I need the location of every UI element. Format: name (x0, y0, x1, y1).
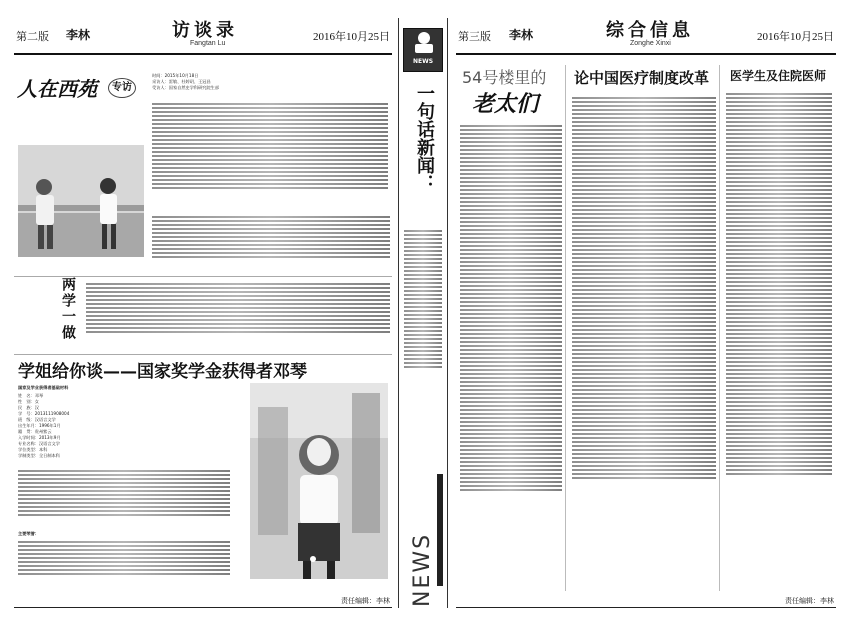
left-section-pinyin: Fangtan Lu (190, 40, 226, 47)
medical-students-title: 医学生及住院医师 (730, 69, 827, 83)
profile-degree: 学位类型：本科 (18, 447, 48, 452)
scholarship-portrait-illustration (250, 383, 388, 579)
campus-meeting-photo (18, 145, 144, 257)
news-person-badge (403, 28, 443, 72)
medical-students-story (722, 65, 836, 591)
feature-meta-time: 时间：2015年10月18日 (152, 73, 199, 78)
profile-admission: 入学时间：2013年9月 (18, 435, 61, 440)
scholarship-interview-section (14, 354, 392, 586)
feature-tag: 专访 (108, 78, 136, 98)
award-heading: 主要荣誉： (18, 531, 39, 536)
right-section-pinyin: Zonghe Xinxi (630, 40, 671, 47)
one-sentence-news-heading: 一句话新闻： (414, 84, 435, 192)
west-campus-feature (14, 63, 392, 269)
feature-body-text-lower (152, 214, 390, 262)
profile-student-id: 学 号：2013111908004 (18, 411, 70, 416)
profile-name: 姓 名：邓琴 (18, 393, 44, 398)
award-list-text (18, 539, 230, 583)
one-sentence-news-strip (398, 18, 448, 608)
profile-ethnicity: 民 族：汉 (18, 405, 39, 410)
scholarship-portrait-photo (250, 383, 388, 579)
profile-major: 专业名称：汉语言文学 (18, 441, 60, 446)
scholarship-interview-title: 学姐给你谈——国家奖学金获得者邓琴 (18, 362, 307, 382)
right-newspaper-page (456, 18, 836, 608)
medical-reform-body-text (572, 95, 716, 585)
news-badge-label: NEWS (412, 58, 434, 65)
right-section-title: 综合信息 (606, 20, 694, 41)
medical-reform-title: 论中国医疗制度改革 (574, 69, 710, 87)
profile-schooling: 学制类型：全日制本科 (18, 453, 60, 458)
right-footer-editor: 责任编辑：李林 (785, 597, 834, 605)
medical-students-body-text (726, 91, 832, 585)
left-edition-label: 第二版 (16, 30, 49, 43)
medical-reform-story (568, 65, 720, 591)
old-ladies-title: 老太们 (472, 91, 539, 117)
left-header-rule (14, 53, 392, 55)
left-footer-rule (14, 607, 392, 608)
profile-birth: 出生年月：1996年1月 (18, 423, 61, 428)
feature-meta-interviewers: 采访人：雷敏、杜婷玥、王冠昌 (152, 79, 211, 84)
right-column-name: 李林 (509, 28, 534, 42)
left-section-title: 访谈录 (172, 20, 238, 41)
left-newspaper-page (14, 18, 392, 608)
old-ladies-kicker: 54号楼里的 (462, 68, 547, 87)
right-page-header (456, 18, 836, 54)
profile-gender: 性 别：女 (18, 399, 39, 404)
side-title-two-study: 两学一做 (60, 277, 76, 341)
right-header-rule (456, 53, 836, 55)
left-footer-editor: 责任编辑：李林 (341, 597, 390, 605)
news-black-bar (437, 474, 443, 586)
two-study-one-do-section (14, 276, 392, 344)
right-footer-rule (456, 607, 836, 608)
scholarship-profile-list (18, 393, 228, 459)
old-ladies-story (456, 65, 566, 591)
profile-class: 班 级：汉语言文学 (18, 417, 56, 422)
profile-origin: 籍 贯：贵州紫云 (18, 429, 52, 434)
feature-body-text (152, 101, 388, 211)
left-page-header (14, 18, 392, 54)
left-column-name: 李林 (66, 28, 91, 42)
one-sentence-news-items (404, 228, 442, 488)
feature-heading: 人在西苑 (17, 77, 97, 101)
right-edition-label: 第三版 (458, 30, 491, 43)
news-vertical-word: NEWS (410, 532, 435, 607)
old-ladies-body-text (460, 123, 562, 585)
campus-meeting-photo-illustration (18, 145, 144, 257)
right-date: 2016年10月25日 (757, 31, 834, 43)
feature-meta-interviewee: 受访人：国家自然史学科研究院生部 (152, 85, 220, 90)
two-study-body-text (86, 281, 390, 341)
feature-meta-block (152, 73, 388, 91)
scholarship-profile-heading: 国家及学业获得者基础材料 (18, 385, 69, 390)
scholarship-body-text (18, 468, 230, 528)
person-icon (404, 29, 444, 57)
left-date: 2016年10月25日 (313, 31, 390, 43)
